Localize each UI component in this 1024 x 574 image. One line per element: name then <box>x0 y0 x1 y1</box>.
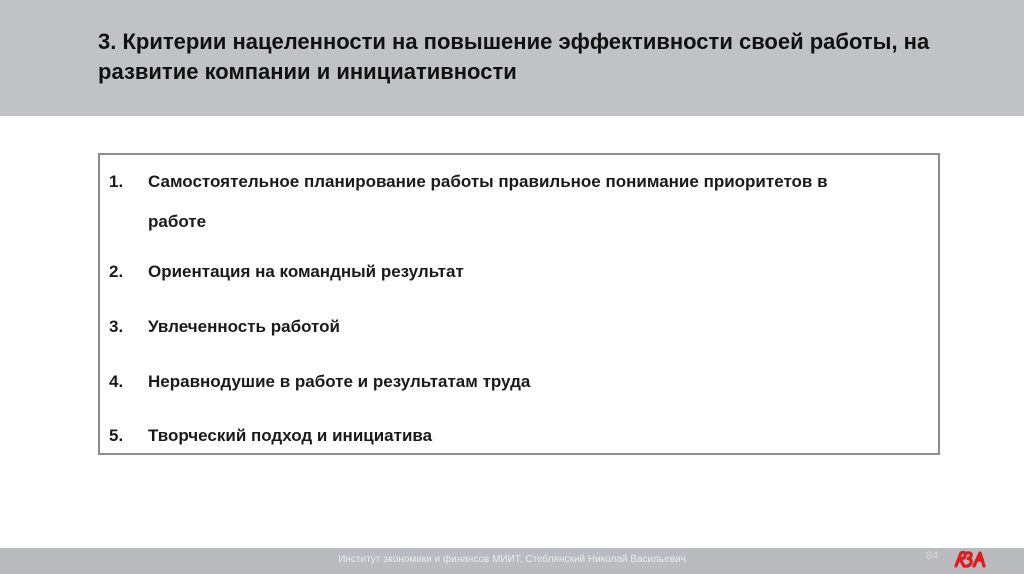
slide-footer <box>0 548 1024 574</box>
criteria-item-text: Увлеченность работой <box>148 317 340 336</box>
criteria-item-text: Самостоятельное планирование работы правильное понимание приоритетов в работе <box>148 172 828 231</box>
criteria-item-text: Неравнодушие в работе и результатам труда <box>148 372 531 391</box>
criteria-item-number: 1. <box>109 172 124 191</box>
criteria-item-number: 2. <box>109 262 124 281</box>
slide-title: 3. Критерии нацеленности на повышение эффективности своей работы, на развитие компании и инициативности <box>98 29 930 84</box>
criteria-item-number: 4. <box>109 372 124 391</box>
page-number: 84 <box>926 550 939 562</box>
criteria-item-number: 3. <box>109 317 124 336</box>
footer-credit: Институт экономики и финансов МИИТ, Стеблянский Николай Васильевич <box>338 554 686 565</box>
criteria-item-text: Творческий подход и инициатива <box>148 426 433 445</box>
slide-header <box>0 0 1024 116</box>
criteria-item-number: 5. <box>109 426 124 445</box>
rzd-logo-icon <box>950 547 990 571</box>
criteria-box <box>98 153 940 455</box>
criteria-item-text: Ориентация на командный результат <box>148 262 464 281</box>
